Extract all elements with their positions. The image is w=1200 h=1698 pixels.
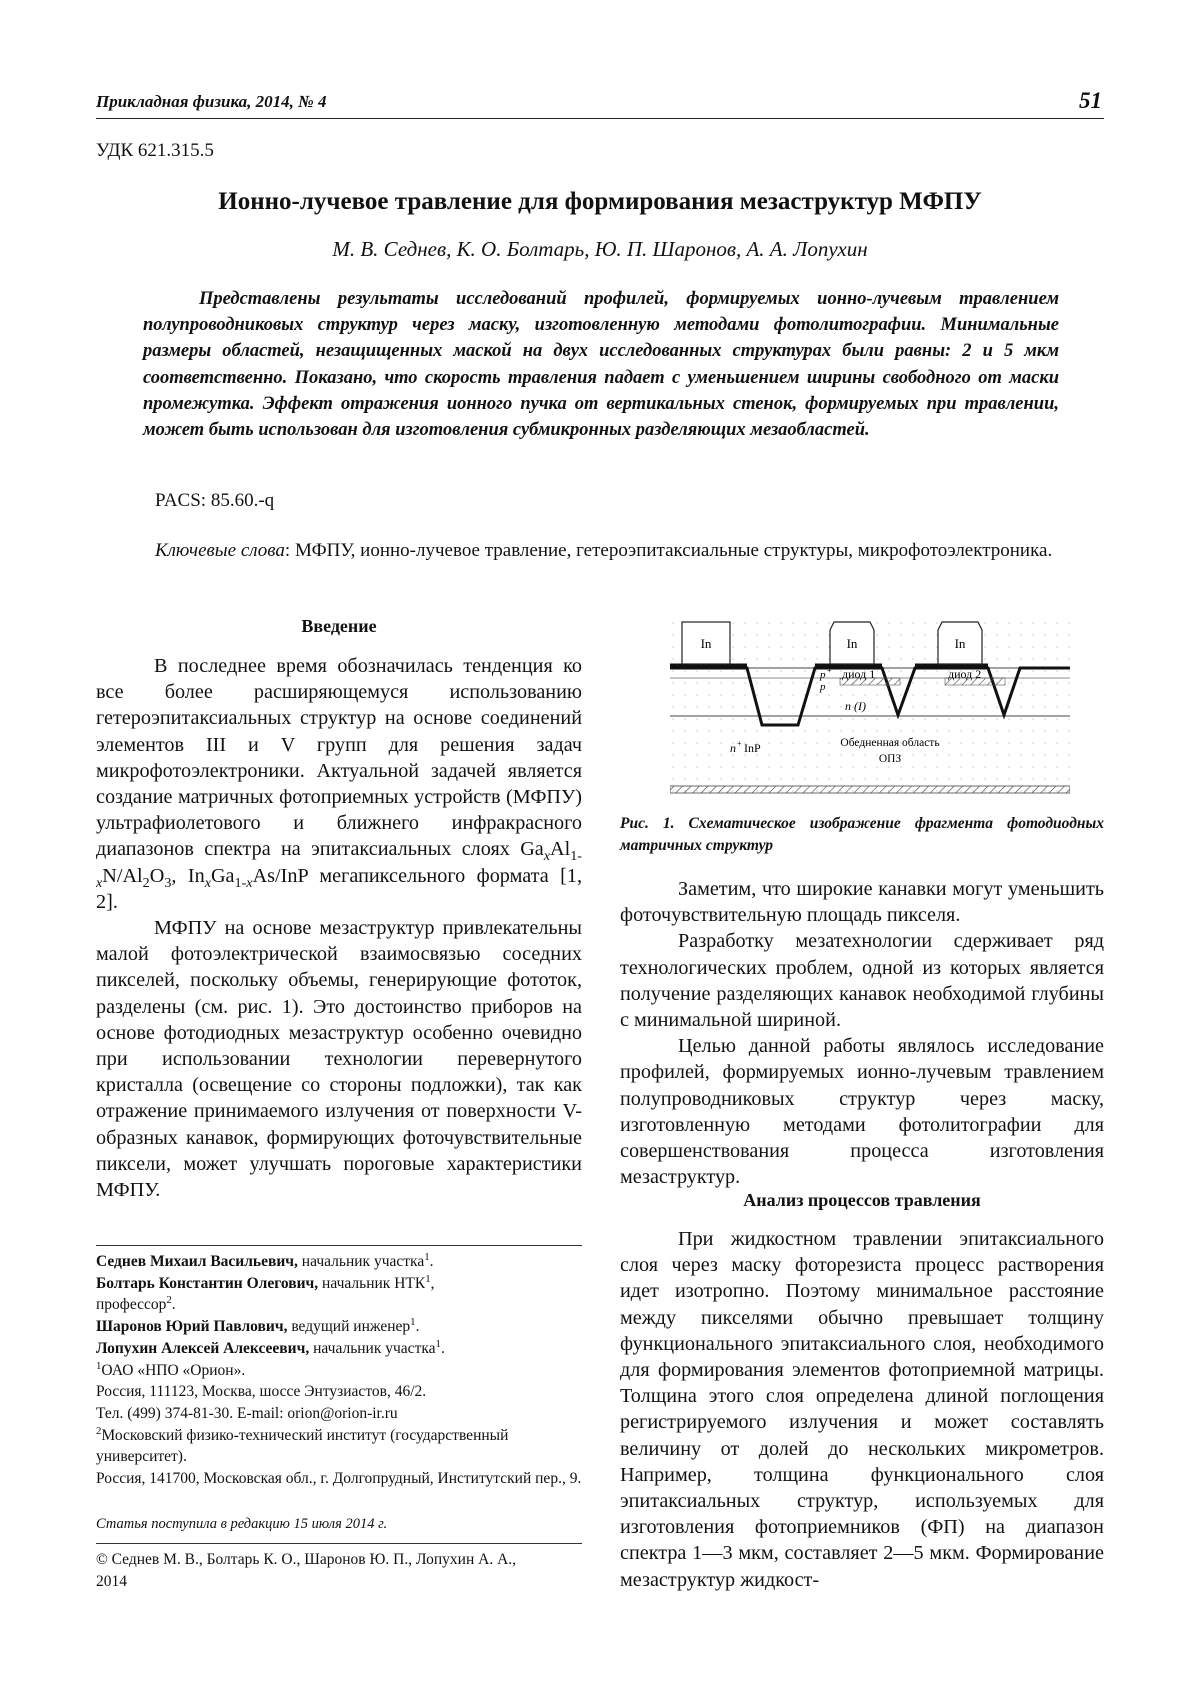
label-n-plus: n — [730, 741, 736, 755]
keywords — [96, 538, 1104, 564]
right-paragraph-2: Разработку мезатехнологии сдерживает ряд технологических проблем, одной из которых является получение разделяющих канавок необходимой глубины с минимальной шириной. — [620, 930, 1104, 1032]
label-diode-2: диод 2 — [948, 667, 982, 681]
affiliation-divider — [96, 1245, 582, 1246]
journal-header: Прикладная физика, 2014, № 4 — [96, 92, 327, 111]
author-name: Шаронов Юрий Павлович, — [96, 1318, 288, 1336]
copyright-divider — [96, 1543, 582, 1544]
analysis-paragraph: При жидкостном травлении эпитаксиального слоя через маску фоторезиста процесс растворения идет изотропно. Поэтому минимальное расстояние между пикселями обычно превышает толщину функционального эпитаксиального слоя, необходимого для формирования элементов фотоприемной матрицы. Толщина этого слоя определена длиной поглощения регистрируемого излучения и может составлять величину от долей до нескольких микрометров. Например, толщина функционального слоя эпитаксиальных структур, используемых для изготовления фотоприемников (ФП) на диапазон спектра 1—3 мкм, составляет 2—5 мкм. Формирование мезаструктур жидкост- — [620, 1228, 1104, 1591]
figure-1-diagram — [670, 620, 1070, 795]
right-column-paragraphs — [620, 876, 1104, 1190]
abstract: Представлены результаты исследований профилей, формируемых ионно-лучевым травлением полупроводниковых структур через маску, изготовленную методами фотолитографии. Минимальные размеры областей, незащищенных маской на двух исследованных структурах были равны: 2 и 5 мкм соответственно. Показано, что скорость травления падает с уменьшением ширины свободного от маски промежутка. Эффект отражения ионного пучка от вертикальных стенок, формируемых при травлении, может быть использован для изготовления субмикронных разделяющих мезаобластей. — [143, 289, 1059, 441]
label-in-2: In — [846, 636, 858, 651]
label-p-plus-sup: + — [827, 666, 832, 675]
figure-1-caption: Рис. 1. Схематическое изображение фрагмента фотодиодных матричных структур — [620, 815, 1104, 854]
udk-code: УДК 621.315.5 — [96, 140, 214, 161]
label-n-i: n (I) — [845, 699, 866, 713]
keywords-text: : МФПУ, ионно-лучевое травление, гетероэпитаксиальные структуры, микрофотоэлектроника. — [284, 540, 1053, 561]
pacs-code: PACS: 85.60.-q — [155, 490, 275, 511]
author-name: Болтарь Константин Олегович, — [96, 1274, 319, 1292]
label-in-3: In — [954, 636, 966, 651]
page-number: 51 — [1079, 88, 1102, 113]
header-divider — [96, 118, 1104, 119]
intro-paragraph-1: В последнее время обозначилась тенденция ко все более расширяющемуся использованию гетероэпитаксиальных структур на основе соединений элементов III и V групп для решения задач микрофотоэлектроники. Актуальной задачей является создание матричных фотоприемных устройств (МФПУ) ультрафиолетового и ближнего инфракрасного диапазонов спектра на эпитаксиальных слоях $Ga_xAl_{1-x}N/Al_2O_3$, $In_xGa_{1-x}As$/InP мегапиксельного формата [1, 2]. — [96, 655, 582, 913]
copyright: © Седнев М. В., Болтарь К. О., Шаронов Ю. П., Лопухин А. А., 2014 — [96, 1551, 517, 1590]
label-opz: ОПЗ — [878, 753, 902, 765]
right-paragraph-3: Целью данной работы являлось исследование профилей, формируемых ионно-лучевым травлением полупроводниковых структур через маску, изготовленную методами фотолитографии для совершенствования процесса изготовления мезаструктур. — [620, 1035, 1104, 1189]
received-date: Статья поступила в редакцию 15 июля 2014 г. — [96, 1516, 388, 1532]
author-name: Лопухин Алексей Алексеевич, — [96, 1339, 310, 1357]
author-list: М. В. Седнев, К. О. Болтарь, Ю. П. Шаронов, А. А. Лопухин — [332, 237, 868, 261]
label-depletion: Обедненная область — [840, 737, 940, 749]
keywords-label: Ключевые слова — [155, 540, 285, 561]
label-inp: InP — [744, 741, 761, 755]
label-n-plus-sup: + — [737, 739, 742, 748]
author-affiliations: Седнев Михаил Васильевич, начальник участка$^1$. Болтарь Константин Олегович, начальник НТК$^1$, профессор$^2$. Шаронов Юрий Павлович, ведущий инженер$^1$. Лопухин Алексей Алексеевич, начальник участка$^1$. $^1$ОАО «НПО «Орион». Россия, 111123, Москва, шоссе Энтузиастов, 46/2. Тел. (499) 374-81-30. E-mail: orion@orion-ir.ru $^2$Московский физико-технический институт (государственный университет). Россия, 141700, Московская обл., г. Долгопрудный, Институтский пер., 9. — [96, 1250, 582, 1488]
label-p-plus: p — [820, 669, 826, 681]
label-diode-1: диод 1 — [842, 667, 876, 681]
section-heading-intro: Введение — [301, 616, 377, 636]
author-name: Седнев Михаил Васильевич, — [96, 1253, 298, 1270]
right-paragraph-1: Заметим, что широкие канавки могут уменьшить фоточувствительную площадь пикселя. — [620, 878, 1104, 927]
paper-title: Ионно-лучевое травление для формирования мезаструктур МФПУ — [218, 188, 982, 215]
label-p: p — [820, 681, 826, 693]
section-heading-analysis: Анализ процессов травления — [743, 1190, 981, 1210]
intro-paragraph-2: МФПУ на основе мезаструктур привлекательны малой фотоэлектрической взаимосвязью соседних пикселей, поскольку объемы, генерирующие фототок, разделены (см. рис. 1). Это достоинство приборов на основе фотодиодных мезаструктур особенно очевидно при использовании технологии перевернутого кристалла (освещение со стороны подложки), так как отражение принимаемого излучения от поверхности V-образных канавок, формирующих фоточувствительные пиксели, может улучшать пороговые характеристики МФПУ. — [96, 917, 582, 1202]
label-in-1: In — [700, 636, 712, 651]
